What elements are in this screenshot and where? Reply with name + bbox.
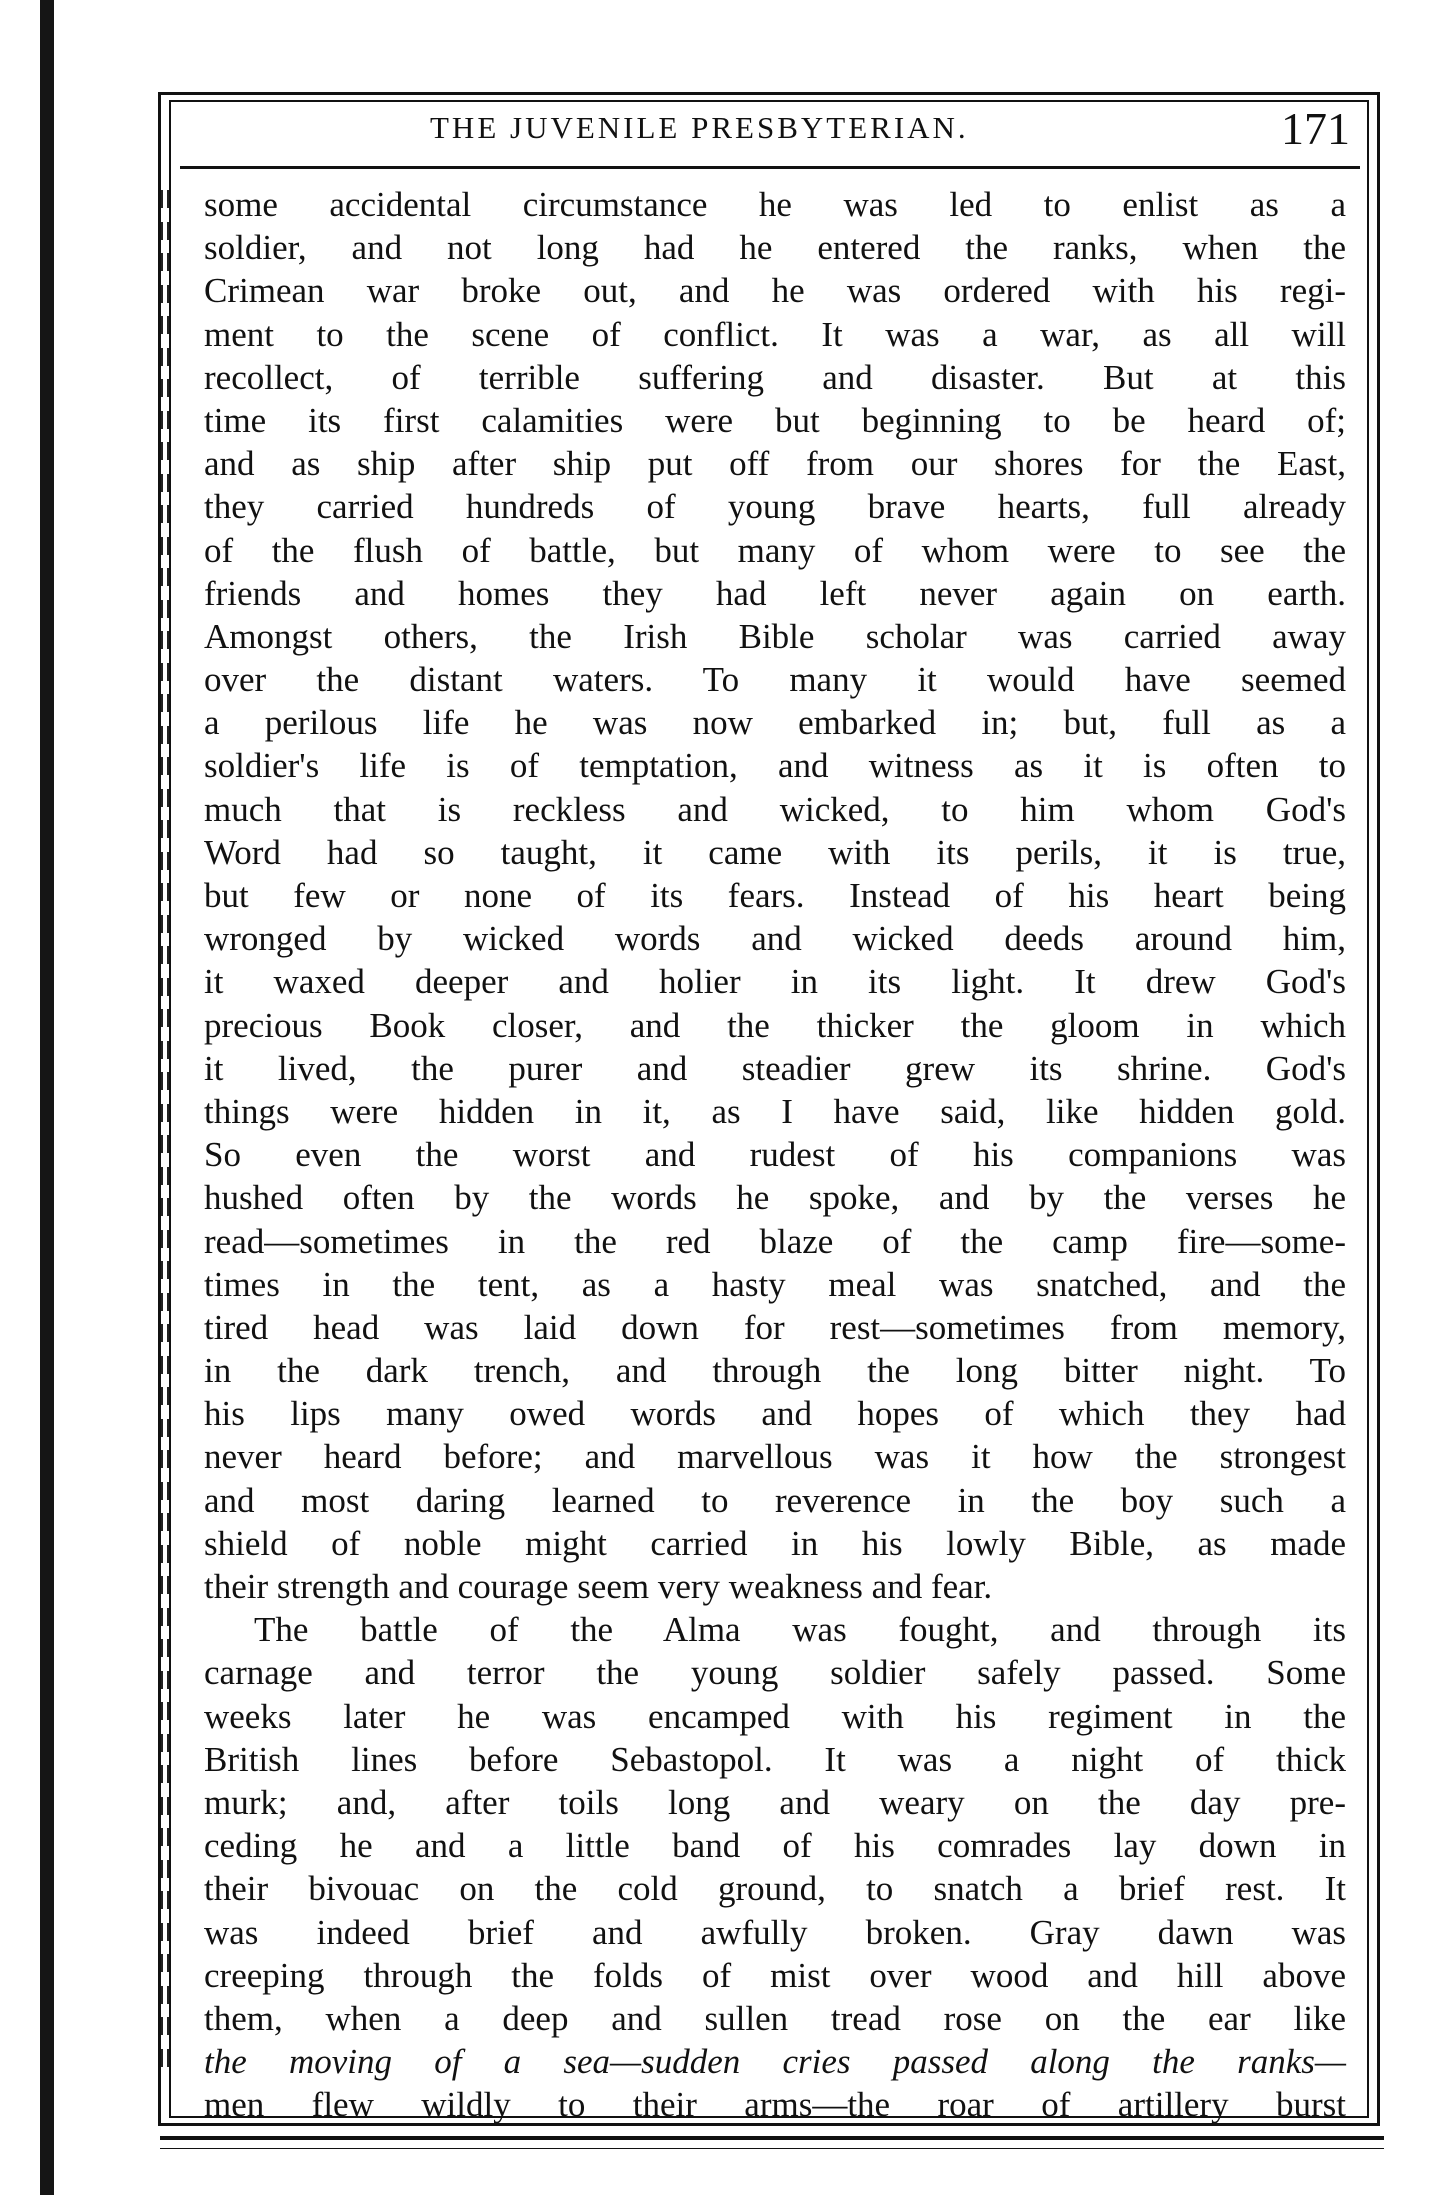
text-line: The battle of the Alma was fought, and through its — [254, 1610, 1346, 1650]
text-line: murk; and, after toils long and weary on the day pre- — [204, 1782, 1346, 1822]
margin-tick — [160, 474, 170, 492]
text-line: soldier's life is of temptation, and witness as it is often to — [204, 746, 1346, 786]
margin-tick — [160, 2049, 170, 2067]
margin-tick — [160, 568, 170, 586]
text-line: much that is reckless and wicked, to him whom God's — [204, 789, 1346, 829]
margin-tick — [160, 1198, 170, 1216]
margin-tick — [160, 1230, 170, 1248]
text-line: shield of noble might carried in his lowly Bible, as made — [204, 1523, 1346, 1563]
margin-tick — [160, 1009, 170, 1027]
text-line: precious Book closer, and the thicker the gloom in which — [204, 1005, 1346, 1045]
text-line: his lips many owed words and hopes of which they had — [204, 1394, 1346, 1434]
text-line: wronged by wicked words and wicked deeds around him, — [204, 919, 1346, 959]
margin-tick — [160, 1356, 170, 1374]
text-line: British lines before Sebastopol. It was a night of thick — [204, 1739, 1346, 1779]
margin-tick — [160, 883, 170, 901]
text-line: read—sometimes in the red blaze of the camp fire—some- — [204, 1221, 1346, 1261]
page-header — [180, 100, 1360, 162]
margin-tick — [160, 1072, 170, 1090]
page-number: 171 — [1281, 103, 1350, 154]
margin-tick — [160, 1261, 170, 1279]
margin-tick — [160, 1482, 170, 1500]
running-title: THE JUVENILE PRESBYTERIAN. — [430, 110, 969, 145]
text-line: So even the worst and rudest of his companions was — [204, 1135, 1346, 1175]
text-line: and most daring learned to reverence in the boy such a — [204, 1480, 1346, 1520]
margin-tick — [160, 285, 170, 303]
text-line: carnage and terror the young soldier safely passed. Some — [204, 1653, 1346, 1693]
text-line: hushed often by the words he spoke, and by the verses he — [204, 1178, 1346, 1218]
margin-tick — [160, 1891, 170, 1909]
margin-tick — [160, 600, 170, 618]
text-line: Amongst others, the Irish Bible scholar was carried away — [204, 616, 1346, 656]
margin-tick — [160, 1104, 170, 1122]
margin-tick — [160, 1545, 170, 1563]
margin-tick — [160, 1576, 170, 1594]
margin-tick — [160, 757, 170, 775]
margin-tick — [160, 379, 170, 397]
text-line: ment to the scene of conflict. It was a war, as all will — [204, 314, 1346, 354]
text-line: was indeed brief and awfully broken. Gray dawn was — [204, 1912, 1346, 1952]
text-line: them, when a deep and sullen tread rose on the ear like — [204, 1998, 1346, 2038]
text-line: but few or none of its fears. Instead of his heart being — [204, 876, 1346, 915]
text-line: it waxed deeper and holier in its light. It drew God's — [204, 962, 1346, 1002]
bottom-rule — [160, 2136, 1384, 2140]
text-line: tired head was laid down for rest—sometimes from memory, — [204, 1307, 1346, 1347]
margin-tick — [160, 1797, 170, 1815]
margin-tick — [160, 1828, 170, 1846]
margin-tick — [160, 1765, 170, 1783]
text-line: over the distant waters. To many it would have seemed — [204, 660, 1346, 700]
header-rule — [180, 166, 1360, 169]
margin-tick — [160, 1860, 170, 1878]
margin-tick — [160, 663, 170, 681]
bottom-rule-thin — [160, 2148, 1384, 2149]
margin-tick — [160, 789, 170, 807]
text-line: Crimean war broke out, and he was ordered with his regi- — [204, 271, 1346, 311]
text-line: recollect, of terrible suffering and disaster. But at this — [204, 357, 1346, 397]
margin-tick — [160, 852, 170, 870]
margin-tick — [160, 1450, 170, 1468]
text-line: men flew wildly to their arms—the roar of artillery burst — [204, 2085, 1346, 2125]
margin-tick — [160, 537, 170, 555]
text-line: their bivouac on the cold ground, to snatch a brief rest. It — [204, 1869, 1346, 1909]
margin-tick — [160, 631, 170, 649]
margin-tick — [160, 253, 170, 271]
margin-tick — [160, 1923, 170, 1941]
margin-tick — [160, 442, 170, 460]
article-text — [204, 183, 1346, 2126]
text-line: some accidental circumstance he was led to enlist as a — [204, 185, 1346, 224]
margin-tick — [160, 1671, 170, 1689]
text-line: of the flush of battle, but many of whom were to see the — [204, 530, 1346, 570]
margin-column-rules — [160, 190, 174, 2110]
text-line: times in the tent, as a hasty meal was snatched, and the — [204, 1264, 1346, 1304]
text-line: it lived, the purer and steadier grew its shrine. God's — [204, 1048, 1346, 1088]
margin-tick — [160, 1419, 170, 1437]
margin-tick — [160, 2017, 170, 2035]
margin-tick — [160, 348, 170, 366]
margin-tick — [160, 222, 170, 240]
margin-tick — [160, 1608, 170, 1626]
margin-tick — [160, 1387, 170, 1405]
text-line: weeks later he was encamped with his regiment in the — [204, 1696, 1346, 1736]
text-line: soldier, and not long had he entered the ranks, when the — [204, 228, 1346, 268]
margin-tick — [160, 1986, 170, 2004]
margin-tick — [160, 820, 170, 838]
margin-tick — [160, 1702, 170, 1720]
margin-tick — [160, 946, 170, 964]
margin-tick — [160, 1954, 170, 1972]
text-line: the moving of a sea—sudden cries passed along the ranks— — [204, 2042, 1346, 2082]
text-line: things were hidden in it, as I have said, like hidden gold. — [204, 1091, 1346, 1131]
margin-tick — [160, 1135, 170, 1153]
margin-tick — [160, 726, 170, 744]
margin-tick — [160, 1734, 170, 1752]
text-line: never heard before; and marvellous was it how the strongest — [204, 1437, 1346, 1477]
margin-tick — [160, 915, 170, 933]
text-line: a perilous life he was now embarked in; but, full as a — [204, 703, 1346, 743]
margin-tick — [160, 1639, 170, 1657]
text-line: and as ship after ship put off from our shores for the East, — [204, 444, 1346, 484]
margin-tick — [160, 190, 170, 208]
margin-tick — [160, 1041, 170, 1059]
margin-tick — [160, 411, 170, 429]
page-binding-edge — [40, 0, 54, 2195]
margin-tick — [160, 1324, 170, 1342]
text-line: in the dark trench, and through the long bitter night. To — [204, 1351, 1346, 1391]
margin-tick — [160, 316, 170, 334]
margin-tick — [160, 1513, 170, 1531]
text-line: they carried hundreds of young brave hearts, full already — [204, 487, 1346, 527]
text-line: creeping through the folds of mist over wood and hill above — [204, 1955, 1346, 1995]
margin-tick — [160, 694, 170, 712]
text-line: ceding he and a little band of his comrades lay down in — [204, 1826, 1346, 1866]
margin-tick — [160, 1293, 170, 1311]
text-line: time its first calamities were but beginning to be heard of; — [204, 400, 1346, 440]
margin-tick — [160, 505, 170, 523]
text-line: their strength and courage seem very weakness and fear. — [204, 1567, 993, 1606]
text-line: Word had so taught, it came with its perils, it is true, — [204, 832, 1346, 872]
margin-tick — [160, 1167, 170, 1185]
margin-tick — [160, 978, 170, 996]
text-line: friends and homes they had left never again on earth. — [204, 573, 1346, 613]
